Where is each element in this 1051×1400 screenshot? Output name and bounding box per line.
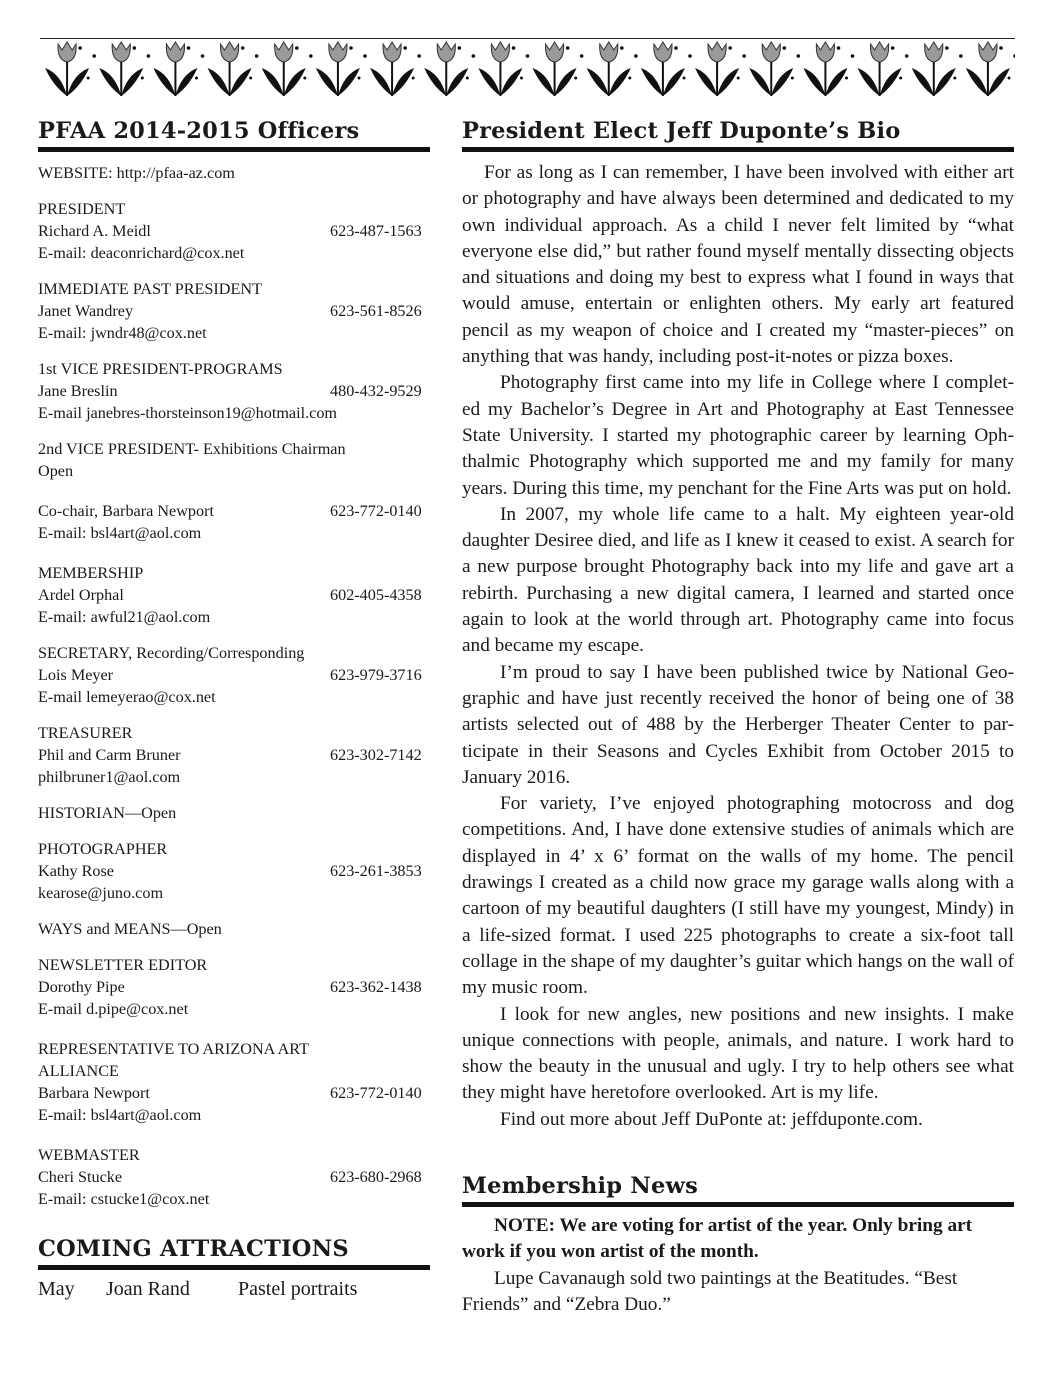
tulip-icon [966,42,1015,96]
officer-name: Barbara Newport [38,1084,150,1102]
officer-role: 2nd VICE PRESIDENT- Exhibitions Chairman [38,440,346,458]
officer-entry [38,438,430,482]
officer-email: E-mail: bsl4art@aol.com [38,524,202,542]
bio-body [462,160,1014,1133]
officer-entry [38,198,430,264]
officer-name: Dorothy Pipe [38,978,125,996]
officer-entry [38,562,430,628]
officer-phone: 623-261-3853 [330,862,422,880]
officer-name-row [38,500,430,522]
officer-name: Cheri Stucke [38,1168,123,1186]
officer-name-row [38,664,430,686]
officer-phone: 480-432-9529 [330,382,422,400]
officer-entry [38,278,430,344]
officer-name-row [38,860,430,882]
officer-entry [38,918,430,940]
tulip-icon [587,42,638,96]
officer-phone: 623-302-7142 [330,746,422,764]
attraction-artist: Joan Rand [106,1278,190,1300]
officer-role: IMMEDIATE PAST PRESIDENT [38,280,262,298]
officer-name: Co-chair, Barbara Newport [38,502,214,520]
officer-phone: 602-405-4358 [330,586,422,604]
officer-role: REPRESENTATIVE TO ARIZONA ART ALLIANCE [38,1040,309,1080]
officer-phone: 623-561-8526 [330,302,422,320]
attraction-month: May [38,1278,75,1300]
bio-paragraph: Photography first came into my life in College where I complet-ed my Bachelor’s Degree in Art and Photography at East Tennessee State University. I started my photographic career by learning Oph-thalmic Photography which supported me and my family for many years. During this time, my penchant for the Fine Arts was put on hold. [462,372,1014,499]
tulip-icon [858,42,909,96]
officer-entry [38,1038,430,1126]
officer-email: E-mail janebres-thorsteinson19@hotmail.com [38,404,338,422]
officer-entry [38,722,430,788]
officer-role: TREASURER [38,724,133,742]
officer-entry [38,642,430,708]
officer-name: Ardel Orphal [38,586,124,604]
tulip-border [40,38,1015,100]
officer-role: PRESIDENT [38,200,126,218]
officer-role: 1st VICE PRESIDENT-PROGRAMS [38,360,283,378]
officers-heading: PFAA 2014-2015 Officers [38,118,430,152]
officer-phone: 623-772-0140 [330,502,422,520]
officer-name-row [38,1166,430,1188]
tulip-icon [695,42,746,96]
bio-paragraph: In 2007, my whole life came to a halt. My eighteen year-old daughter Desiree died, and life as I knew it ceased to exist. A search for a new purpose brought Photography back into my life and gave art a rebirth. Purchasing a new digital camera, I learned and started once again to look at the world through art. Photography came into focus and became my escape. [462,503,1014,657]
bio-paragraph: Find out more about Jeff DuPonte at: jeffduponte.com. [500,1108,923,1130]
officer-phone: 623-680-2968 [330,1168,422,1186]
officer-name: Open [38,462,74,480]
officer-role: NEWSLETTER EDITOR [38,956,208,974]
officer-role: PHOTOGRAPHER [38,840,168,858]
officer-entry [38,500,430,544]
coming-attractions-heading: COMING ATTRACTIONS [38,1236,430,1270]
officer-entry [38,954,430,1020]
tulip-icon [45,42,96,96]
officer-name: Richard A. Meidl [38,222,151,240]
website-line: WEBSITE: http://pfaa-az.com [38,164,235,182]
bio-paragraph: For as long as I can remember, I have been involved with either art or photography and have always been determined and dedicated to my own individual approach. As a child I never felt limited by “what everyone else did,” but rather found myself mentally dissecting objects and situations and doing my best to express what I found in ways that would amuse, entertain or enlighten others. My early art featured pencil as my weapon of choice and I created my “master-pieces” on anything that was handy, including post-it-notes or pizza boxes. [462,162,1014,368]
membership-body [462,1213,1014,1318]
officer-role: WAYS and MEANS—Open [38,920,222,938]
tulip-icon [478,42,529,96]
officer-name: Jane Breslin [38,382,118,400]
tulip-icon [99,42,150,96]
officer-phone: 623-362-1438 [330,978,422,996]
officer-name-row [38,460,430,482]
officer-role: WEBMASTER [38,1146,140,1164]
officers-column [38,118,430,1301]
officer-name-row [38,220,430,242]
tulip-icon [424,42,475,96]
officer-name-row [38,380,430,402]
tulip-icon [533,42,584,96]
tulip-icon [262,42,313,96]
attraction-topic: Pastel portraits [238,1278,358,1300]
officer-email: E-mail: deaconrichard@cox.net [38,244,245,262]
officer-phone: 623-979-3716 [330,666,422,684]
officer-entry [38,1144,430,1210]
tulip-icon [749,42,800,96]
membership-news: Lupe Cavanaugh sold two paintings at the Beatitudes. “Best Friends” and “Zebra Duo.” [462,1267,958,1315]
membership-heading: Membership News [462,1173,1014,1207]
officer-email: philbruner1@aol.com [38,768,181,786]
officer-email: E-mail d.pipe@cox.net [38,1000,189,1018]
bio-paragraph: For variety, I’ve enjoyed photographing motocross and dog competitions. And, I have done extensive studies of animals which are displayed in 4’ x 6’ format on the walls of my home. The pencil drawings I created as a child now grace my garage walls along with a cartoon of my beautiful daughters (I still have my youngest, Mindy) in a life-sized format. I used 225 photographs to create a six-foot tall collage in the shape of my daughter’s guitar which hangs on the wall of my music room. [462,793,1014,999]
tulip-icon [153,42,204,96]
bio-column [462,118,1014,1318]
officer-email: E-mail: awful21@aol.com [38,608,211,626]
officer-email: E-mail lemeyerao@cox.net [38,688,216,706]
tulip-icon [641,42,692,96]
bio-heading: President Elect Jeff Duponte’s Bio [462,118,1014,152]
officer-role: HISTORIAN—Open [38,804,177,822]
officer-name-row [38,744,430,766]
officer-email: kearose@juno.com [38,884,164,902]
tulip-icon [316,42,367,96]
officer-email: E-mail: bsl4art@aol.com [38,1106,202,1124]
officer-role: SECRETARY, Recording/Corresponding [38,644,305,662]
officer-list [38,198,430,1210]
officer-email: E-mail: jwndr48@cox.net [38,324,207,342]
tulip-icon [208,42,259,96]
membership-note: NOTE: We are voting for artist of the year. Only bring art work if you won artist of the month. [462,1214,973,1263]
bio-paragraph: I’m proud to say I have been published twice by National Geo-graphic and have just recently received the honor of being one of 38 artists selected out of 488 by the Herberger Theater Center to par-ticipate in their Seasons and Cycles Exhibit from October 2015 to January 2016. [462,661,1014,788]
officer-name-row [38,584,430,606]
officer-role: MEMBERSHIP [38,564,144,582]
officer-name: Kathy Rose [38,862,114,880]
tulip-icon [803,42,854,96]
officer-phone: 623-487-1563 [330,222,422,240]
officer-entry [38,802,430,824]
officer-phone: 623-772-0140 [330,1084,422,1102]
officer-entry [38,358,430,424]
officer-entry [38,838,430,904]
officer-name: Janet Wandrey [38,302,134,320]
officer-name-row [38,1082,430,1104]
tulip-icon [370,42,421,96]
officer-name-row [38,300,430,322]
officer-name-row [38,976,430,998]
bio-paragraph: I look for new angles, new positions and new insights. I make unique connections with people, animals, and nature. I work hard to show the beauty in the unusual and ugly. I try to help others see what they might have heretofore overlooked. Art is my life. [462,1003,1014,1104]
tulip-icon [912,42,963,96]
coming-attractions-row [38,1278,430,1301]
officer-email: E-mail: cstucke1@cox.net [38,1190,210,1208]
officer-name: Phil and Carm Bruner [38,746,181,764]
officer-name: Lois Meyer [38,666,114,684]
